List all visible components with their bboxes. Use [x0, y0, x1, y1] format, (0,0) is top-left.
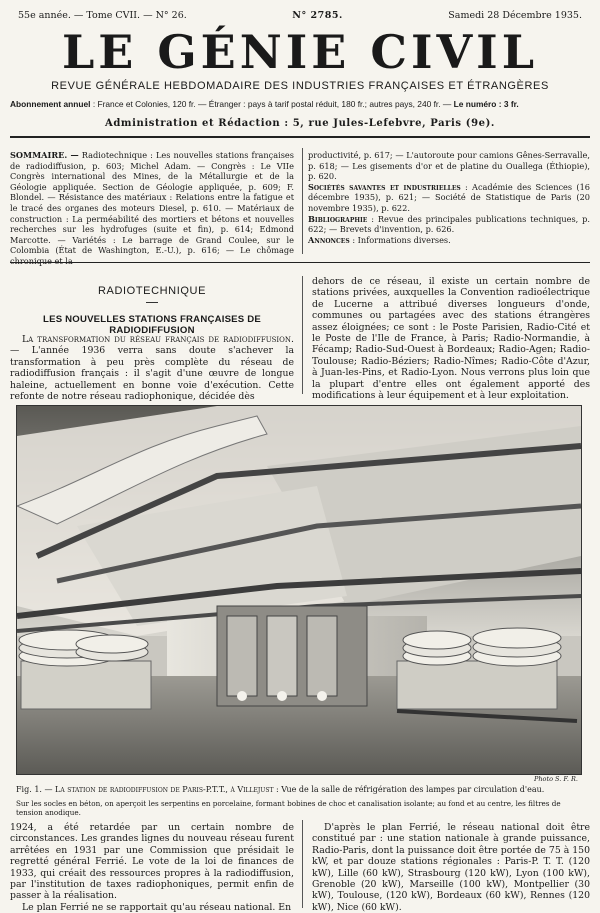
summary-right-column — [308, 150, 590, 245]
summary-ads-text: : Informations diverses. — [349, 234, 451, 245]
header-rule — [10, 136, 590, 138]
journal-subtitle: REVUE GÉNÉRALE HEBDOMADAIRE DES INDUSTRIES FRANÇAISES ET ÉTRANGÈRES — [51, 80, 549, 92]
issue-header-line — [18, 8, 582, 22]
figure-label: Fig. 1. — — [16, 785, 53, 794]
issue-date: Samedi 28 Décembre 1935. — [448, 9, 582, 21]
summary-societies-text: : Académie des Sciences (16 décembre 1935), p. 621; — Société de Statistique de Paris (20 novembre 1935), p. 622. — [308, 181, 590, 213]
single-issue-price: Le numéro : 3 fr. — [453, 99, 519, 109]
column-divider-bottom — [302, 820, 303, 908]
article-title: LES NOUVELLES STATIONS FRANÇAISES DE RADIODIFFUSION — [43, 314, 261, 336]
journal-title: LE GÉNIE CIVIL — [61, 25, 539, 79]
subscription-prices: : France et Colonies, 120 fr. — Étranger : pays à tarif postal réduit, 180 fr.; autres pays, 240 fr. — — [90, 99, 454, 109]
bottom-left-paragraph-2: Le plan Ferrié ne se rapportait qu'au réseau national. En — [22, 901, 292, 913]
summary-bibliography-label: Bibliographie — [308, 213, 368, 224]
lead-text: — L'année 1936 verra sans doute s'achever la transformation à peu près complète du réseau de radiodiffusion français : il s'agit d'une œuvre de longue haleine, actuellement en bonne voie d'exécution. Cette refonte de notre réseau radiophonique, décidée dès — [10, 345, 294, 403]
summary-ads-label: Annonces — [308, 234, 350, 245]
article-right-column: dehors de ce réseau, il existe un certain nombre de stations privées, auxquelles la Convention radioélectrique de Lucerne a attribué diverses longueurs d'onde, communes ou partagées avec des stations étrangères assez éloignées; ce sont : le Poste Parisien, Radio-Cité et le Poste de l'Ile de France, à Paris; Radio-Normandie, à Fécamp; Radio-Sud-Ouest à Bordeaux; Radio-Agen; Radio-Toulouse; Radio-Béziers; Radio-Nîmes; Radio-Côte d'Azur, à Juan-les-Pins, et Radio-Lyon. Nous verrons plus loin que la plupart d'entre elles ont également apporté des modifications à leur équipement et à leur exploitation. — [312, 276, 590, 402]
radio-station-photo — [16, 405, 582, 775]
summary-divider — [302, 148, 303, 254]
summary-left-text: Radiotechnique : Les nouvelles stations françaises de radiodiffusion, p. 603; Michel Adam. — Congrès : Le VIIe Congrès international des Mines, de la Métallurgie et de la Géologie appliquée. Section de Géologie appliquée, p. 609; F. Blondel. — Résistance des matériaux : Relations entre la fatigue et le tracé des organes des moteurs Diesel, p. 610. — Matériaux de construction : La perméabilité des mortiers et bétons et nouvelles recherches sur les hydrofuges (suite et fin), p. 614; Edmond Marcotte. — Variétés : Le barrage de Grand Coulee, sur le Colombia (État de Washington, E.-U.), p. 616; — Le chômage chronique et la — [10, 150, 294, 266]
issue-number: N° 2785. — [292, 9, 343, 21]
figure-caption — [16, 785, 584, 795]
figure-caption-detail: Sur les socles en béton, on aperçoit les serpentins en porcelaine, formant bobines de choc et canalisation isolante; au fond et au centre, les filtres de tension anodique. — [16, 799, 561, 817]
summary-right-p1: productivité, p. 617; — L'autoroute pour camions Gênes-Serravalle, p. 618; — Les gisements d'or et de platine du Ouallega (Éthiopie), p. 620. — [308, 150, 590, 182]
section-heading: RADIOTECHNIQUE — [97, 285, 207, 297]
cooling-room-illustration — [17, 406, 581, 774]
article-bottom-right: D'après le plan Ferrié, le réseau national doit être constitué par : une station nationale à grande puissance, Radio-Paris, dont la puissance doit être portée de 75 à 150 kW, et par douze stations régionales : Paris-P. T. T. (120 kW), Lille (60 kW), Strasbourg (120 kW), Lyon (100 kW), Grenoble (20 kW), Marseille (100 kW), Montpellier (30 kW), Toulouse, (120 kW), Bordeaux (60 kW), Rennes (120 kW), Nice (60 kW). — [312, 822, 590, 913]
section-dash — [146, 302, 158, 303]
figure-caption-text: : Vue de la salle de réfrigération des lampes par circulation d'eau. — [273, 785, 545, 794]
photo-credit: Photo S. F. R. — [533, 775, 578, 783]
lead-heading: La transformation du réseau français de radiodiffusion. — [22, 334, 294, 345]
subscription-label: Abonnement annuel — [10, 99, 91, 109]
article-lead-paragraph — [10, 334, 294, 402]
summary-left-column — [10, 150, 294, 267]
article-bottom-left — [10, 822, 294, 913]
summary-bibliography-text: : Revue des principales publications techniques, p. 622; — Brevets d'invention, p. 626. — [308, 213, 590, 235]
summary-label: SOMMAIRE. — — [10, 150, 79, 160]
subscription-line — [10, 99, 590, 109]
summary-rule — [10, 262, 590, 263]
bottom-left-paragraph: 1924, a été retardée par un certain nombre de circonstances. Les grandes lignes du nouveau réseau furent arrêtées en 1931 par une Commission que présidait le regretté général Ferrié. Le vote de la loi de finances de 1933, qui créait des ressources propres à la radiodiffusion, par l'institution de taxes radiophoniques, permit enfin de passer à la réalisation. — [10, 822, 294, 902]
administration-address: Administration et Rédaction : 5, rue Jules-Lefebvre, Paris (9e). — [104, 118, 496, 129]
summary-societies-label: Sociétés savantes et industrielles — [308, 181, 461, 192]
issue-volume: 55e année. — Tome CVII. — N° 26. — [18, 9, 187, 21]
figure-caption-title: La station de radiodiffusion de Paris-P.T.T., à Villejust — [55, 785, 274, 794]
column-divider-top — [302, 276, 303, 394]
